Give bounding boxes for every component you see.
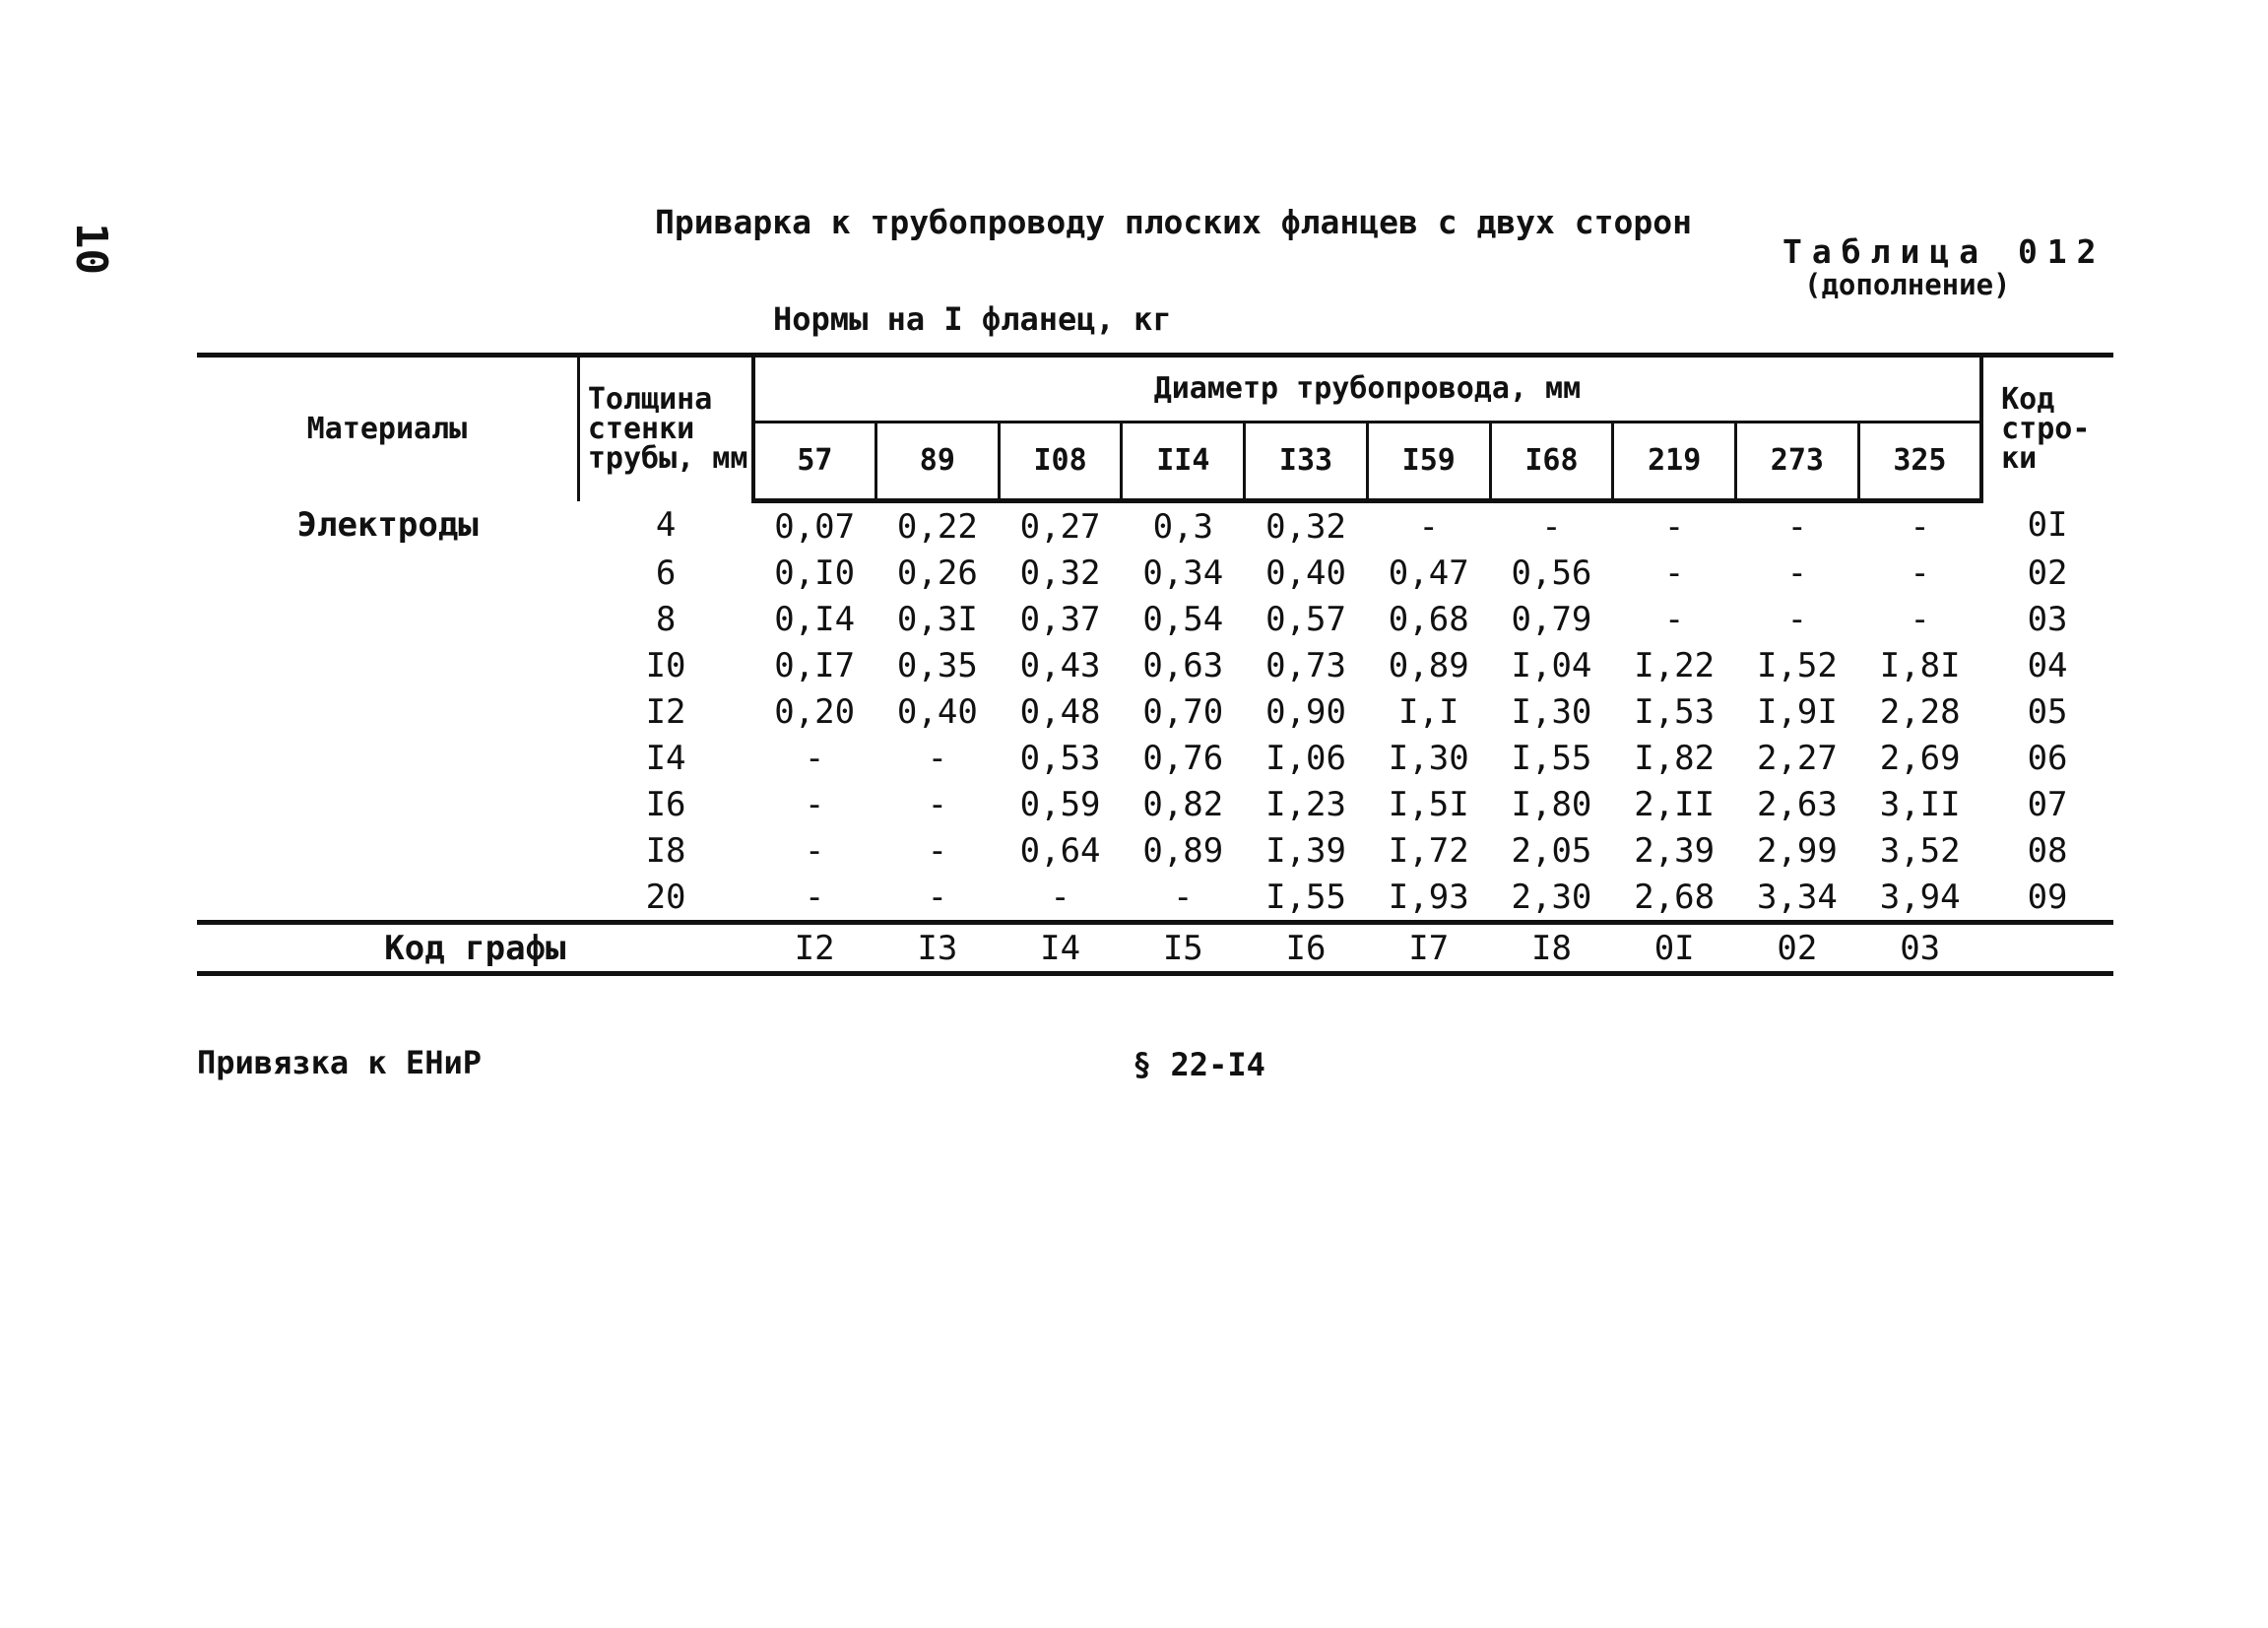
row-code-cell: 05 [2027, 691, 2068, 732]
material-cell [197, 827, 578, 874]
value-cell: 0,I4 [774, 599, 856, 639]
row-code-cell: 04 [2027, 645, 2068, 685]
value-cell: 0,I0 [774, 553, 856, 593]
value-cell: 3,94 [1879, 877, 1961, 917]
value-cell: 0,40 [896, 691, 978, 732]
material-cell [197, 874, 578, 923]
graph-code-cell: I7 [1367, 923, 1490, 974]
value-cell: 0,47 [1388, 553, 1469, 593]
value-cell: I,53 [1634, 691, 1716, 732]
graph-code-row [197, 923, 2113, 974]
graph-code-cell: I5 [1122, 923, 1245, 974]
graph-code-cell: I8 [1490, 923, 1613, 974]
table-row [197, 781, 2113, 827]
value-cell: 0,20 [774, 691, 856, 732]
value-cell: I,9I [1756, 691, 1838, 732]
value-cell: - [1050, 877, 1070, 917]
graph-code-cell: I4 [999, 923, 1122, 974]
table-label: Таблица 012 [1782, 232, 2106, 271]
header-diameter-cell: I33 [1245, 423, 1368, 501]
header-diameter-cell: 273 [1736, 423, 1859, 501]
material-cell [197, 642, 578, 688]
value-cell: 0,37 [1019, 599, 1101, 639]
value-cell: 2,27 [1756, 738, 1838, 778]
row-code-cell: 06 [2027, 738, 2068, 778]
row-code-cell: 08 [2027, 830, 2068, 871]
value-cell: 0,3I [896, 599, 978, 639]
value-cell: - [927, 877, 948, 917]
header-row-code: Код стро-ки [1981, 356, 2113, 501]
value-cell: I,93 [1388, 877, 1469, 917]
value-cell: I,06 [1265, 738, 1346, 778]
graph-code-label: Код графы [197, 923, 753, 974]
header-diameter-cell: 219 [1613, 423, 1736, 501]
header-diameter-cell: I68 [1490, 423, 1613, 501]
value-cell: 0,32 [1265, 506, 1346, 547]
thickness-cell: 20 [645, 877, 686, 917]
value-cell: 0,27 [1019, 506, 1101, 547]
value-cell: 2,68 [1634, 877, 1716, 917]
value-cell: - [1910, 506, 1930, 547]
value-cell: 2,05 [1511, 830, 1592, 871]
value-cell: 2,39 [1634, 830, 1716, 871]
value-cell: 0,07 [774, 506, 856, 547]
document-title: Приварка к трубопроводу плоских фланцев с двух сторон [655, 203, 1692, 241]
value-cell: 0,89 [1388, 645, 1469, 685]
value-cell: - [804, 830, 825, 871]
thickness-cell: I8 [645, 830, 686, 871]
value-cell: 3,II [1879, 784, 1961, 824]
value-cell: 2,28 [1879, 691, 1961, 732]
value-cell: I,30 [1511, 691, 1592, 732]
value-cell: 3,34 [1756, 877, 1838, 917]
graph-code-cell: I2 [753, 923, 876, 974]
value-cell: 0,43 [1019, 645, 1101, 685]
table-row [197, 688, 2113, 735]
graph-code-cell: 0I [1613, 923, 1736, 974]
value-cell: 2,69 [1879, 738, 1961, 778]
graph-code-cell: 02 [1736, 923, 1859, 974]
value-cell: 0,48 [1019, 691, 1101, 732]
norms-table [197, 353, 2113, 976]
graph-code-cell: 03 [1858, 923, 1981, 974]
value-cell: 2,30 [1511, 877, 1592, 917]
value-cell: I,22 [1634, 645, 1716, 685]
value-cell: - [927, 830, 948, 871]
value-cell: I,39 [1265, 830, 1346, 871]
row-code-cell: 07 [2027, 784, 2068, 824]
value-cell: 0,79 [1511, 599, 1592, 639]
graph-code-empty [1981, 923, 2113, 974]
value-cell: 0,59 [1019, 784, 1101, 824]
binding-label: Привязка к ЕНиР [197, 1044, 482, 1081]
thickness-cell: 6 [655, 553, 677, 593]
value-cell: 0,73 [1265, 645, 1346, 685]
graph-code-cell: I3 [876, 923, 1000, 974]
value-cell: 0,82 [1142, 784, 1224, 824]
material-cell [197, 550, 578, 596]
value-cell: - [927, 784, 948, 824]
value-cell: - [804, 738, 825, 778]
value-cell: - [1786, 506, 1808, 547]
material-cell [197, 688, 578, 735]
header-materials: Материалы [197, 356, 578, 501]
thickness-cell: 4 [655, 505, 677, 546]
table-row [197, 642, 2113, 688]
table-row [197, 827, 2113, 874]
thickness-cell: I4 [645, 738, 686, 778]
value-cell: I,5I [1388, 784, 1469, 824]
value-cell: 0,I7 [774, 645, 856, 685]
value-cell: 0,64 [1019, 830, 1101, 871]
value-cell: 0,22 [896, 506, 978, 547]
value-cell: - [1541, 506, 1562, 547]
header-thickness: Толщина стенки трубы, мм [578, 356, 752, 501]
table-row [197, 501, 2113, 551]
value-cell: I,80 [1511, 784, 1592, 824]
header-diameter-cell: I08 [999, 423, 1122, 501]
value-cell: 2,99 [1756, 830, 1838, 871]
value-cell: - [1663, 599, 1685, 639]
header-diameter-cell: 325 [1858, 423, 1981, 501]
value-cell: 0,35 [896, 645, 978, 685]
value-cell: - [1418, 506, 1439, 547]
value-cell: I,55 [1265, 877, 1346, 917]
value-cell: 0,53 [1019, 738, 1101, 778]
header-diameter-cell: II4 [1122, 423, 1245, 501]
value-cell: 0,76 [1142, 738, 1224, 778]
table-row [197, 550, 2113, 596]
thickness-cell: I2 [645, 691, 686, 732]
header-diameter-cell: 89 [876, 423, 1000, 501]
value-cell: 0,89 [1142, 830, 1224, 871]
table-label-sub: (дополнение) [1804, 268, 2011, 301]
material-cell [197, 735, 578, 781]
value-cell: 0,57 [1265, 599, 1346, 639]
value-cell: 0,56 [1511, 553, 1592, 593]
value-cell: - [1663, 506, 1685, 547]
value-cell: 0,40 [1265, 553, 1346, 593]
row-code-cell: 02 [2027, 553, 2068, 593]
value-cell: 2,63 [1756, 784, 1838, 824]
table-row [197, 874, 2113, 923]
value-cell: - [1910, 553, 1930, 593]
value-cell: - [1173, 877, 1194, 917]
row-code-cell: 09 [2027, 877, 2068, 917]
binding-value: § 22-I4 [1133, 1046, 1265, 1083]
value-cell: 2,II [1634, 784, 1716, 824]
material-cell [197, 596, 578, 642]
thickness-cell: 8 [655, 599, 677, 639]
row-code-cell: 03 [2027, 599, 2068, 639]
value-cell: 0,3 [1152, 506, 1213, 547]
value-cell: - [927, 738, 948, 778]
table-row [197, 596, 2113, 642]
graph-code-cell: I6 [1245, 923, 1368, 974]
value-cell: I,I [1398, 691, 1459, 732]
value-cell: 0,63 [1142, 645, 1224, 685]
row-code-cell: 0I [2027, 505, 2068, 546]
header-diameter-cell: 57 [753, 423, 876, 501]
value-cell: I,55 [1511, 738, 1592, 778]
material-cell [197, 781, 578, 827]
value-cell: 0,54 [1142, 599, 1224, 639]
value-cell: - [804, 784, 825, 824]
value-cell: - [1663, 553, 1685, 593]
value-cell: - [1786, 599, 1808, 639]
value-cell: I,72 [1388, 830, 1469, 871]
norm-note: Нормы на I фланец, кг [773, 300, 1172, 338]
value-cell: I,30 [1388, 738, 1469, 778]
value-cell: I,82 [1634, 738, 1716, 778]
value-cell: 0,70 [1142, 691, 1224, 732]
value-cell: 0,90 [1265, 691, 1346, 732]
value-cell: 0,32 [1019, 553, 1101, 593]
material-cell: Электроды [296, 505, 479, 546]
value-cell: 0,68 [1388, 599, 1469, 639]
thickness-cell: I6 [645, 784, 686, 824]
header-diameter-cell: I59 [1367, 423, 1490, 501]
page-number: 10 [66, 223, 116, 275]
value-cell: - [1910, 599, 1930, 639]
value-cell: 3,52 [1879, 830, 1961, 871]
value-cell: 0,34 [1142, 553, 1224, 593]
value-cell: I,04 [1511, 645, 1592, 685]
header-diameter: Диаметр трубопровода, мм [753, 356, 1981, 423]
value-cell: I,52 [1756, 645, 1838, 685]
value-cell: I,23 [1265, 784, 1346, 824]
value-cell: 0,26 [896, 553, 978, 593]
value-cell: - [804, 877, 825, 917]
thickness-cell: I0 [645, 645, 686, 685]
value-cell: - [1786, 553, 1808, 593]
table-row [197, 735, 2113, 781]
value-cell: I,8I [1879, 645, 1961, 685]
